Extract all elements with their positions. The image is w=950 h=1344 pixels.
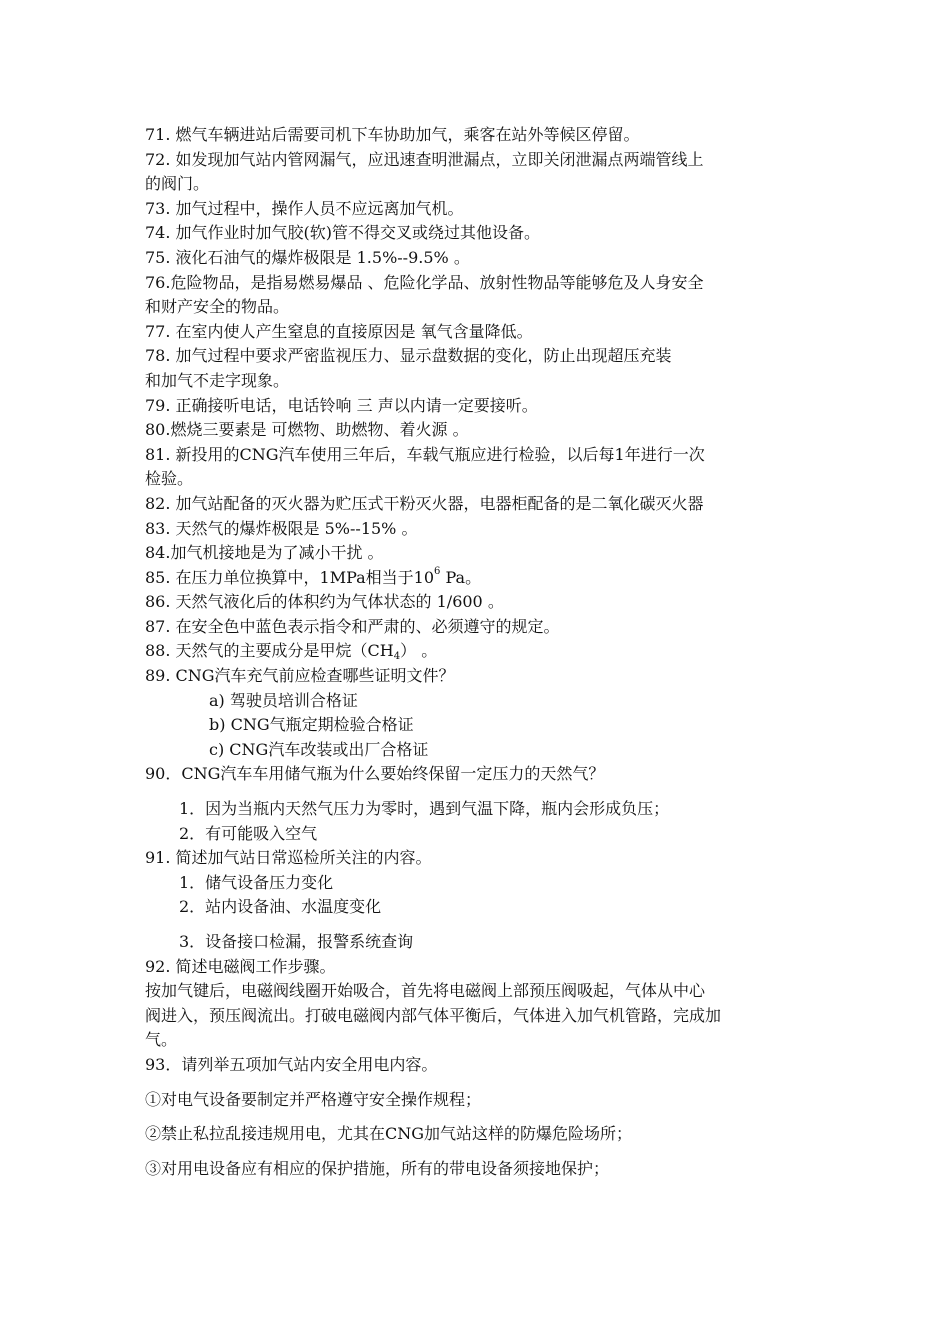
item-91-answer-3: 3．设备接口检漏，报警系统查询 [179, 932, 414, 951]
item-82: 82. 加气站配备的灭火器为贮压式干粉灭火器，电器柜配备的是二氧化碳灭火器 [145, 493, 704, 513]
item-85-text: 85. 在压力单位换算中，1MPa相当于10 [145, 567, 435, 587]
item-89-option-b: b) CNG气瓶定期检验合格证 [209, 715, 414, 735]
spacer [145, 920, 813, 930]
item-72-line-1: 72. 如发现加气站内管网漏气，应迅速查明泄漏点，立即关闭泄漏点两端管线上 [145, 149, 704, 169]
item-92-answer-line-1: 按加气键后，电磁阀线圈开始吸合，首先将电磁阀上部预压阀吸起，气体从中心 [145, 981, 706, 1001]
item-91: 91. 简述加气站日常巡检所关注的内容。 [145, 848, 432, 868]
item-89-option-c: c) CNG汽车改装或出厂合格证 [209, 739, 429, 759]
item-80: 80.燃烧三要素是 可燃物、助燃物、着火源 。 [145, 420, 469, 440]
spacer [145, 1147, 813, 1157]
item-91-answer-1: 1．储气设备压力变化 [179, 872, 334, 892]
spacer [145, 1078, 813, 1088]
item-93-answer-3: ③对用电设备应有相应的保护措施，所有的带电设备须接地保护； [145, 1158, 610, 1178]
item-78-line-2: 和加气不走字现象。 [145, 370, 290, 390]
item-74: 74. 加气作业时加气胶(软)管不得交叉或绕过其他设备。 [145, 223, 541, 243]
item-89: 89. CNG汽车充气前应检查哪些证明文件？ [145, 666, 455, 686]
item-81-line-1: 81. 新投用的CNG汽车使用三年后，车载气瓶应进行检验，以后每1年进行一次 [145, 444, 705, 464]
item-88-text: 88. 天然气的主要成分是甲烷（CH [145, 641, 394, 661]
item-77: 77. 在室内使人产生窒息的直接原因是 氧气含量降低。 [145, 321, 533, 341]
item-79: 79. 正确接听电话，电话铃响 三 声以内请一定要接听。 [145, 395, 538, 415]
item-88-subscript: 4 [393, 651, 401, 663]
item-81-line-2: 检验。 [145, 469, 194, 489]
item-85-exponent: 6 [434, 566, 441, 578]
item-89-option-a: a) 驾驶员培训合格证 [209, 690, 358, 710]
item-93-answer-1: ①对电气设备要制定并严格遵守安全操作规程； [145, 1089, 482, 1109]
item-86: 86. 天然气液化后的体积约为气体状态的 1/600 。 [145, 592, 504, 612]
item-93: 93．请列举五项加气站内安全用电内容。 [145, 1054, 438, 1074]
item-72-line-2: 的阀门。 [145, 174, 210, 194]
document-body [145, 123, 813, 1181]
item-93-answer-2: ②禁止私拉乱接违规用电，尤其在CNG加气站这样的防爆危险场所； [145, 1124, 633, 1144]
item-73: 73. 加气过程中，操作人员不应远离加气机。 [145, 198, 464, 218]
item-85-unit: Pa。 [440, 567, 482, 587]
item-71: 71. 燃气车辆进站后需要司机下车协助加气，乘客在站外等候区停留。 [145, 125, 640, 144]
item-76-line-2: 和财产安全的物品。 [145, 297, 290, 317]
item-84: 84.加气机接地是为了减小干扰 。 [145, 543, 384, 563]
spacer [145, 787, 813, 797]
spacer [145, 1112, 813, 1122]
item-78-line-1: 78. 加气过程中要求严密监视压力、显示盘数据的变化，防止出现超压充装 [145, 346, 672, 366]
item-88 [145, 639, 813, 664]
item-76-line-1: 76.危险物品，是指易燃易爆品 、危险化学品、放射性物品等能够危及人身安全 [145, 272, 704, 292]
item-92-answer-line-3: 气。 [145, 1030, 178, 1050]
item-90: 90．CNG汽车车用储气瓶为什么要始终保留一定压力的天然气？ [145, 764, 605, 784]
item-88-tail: ） 。 [400, 641, 438, 661]
item-90-answer-2: 2．有可能吸入空气 [179, 823, 318, 843]
item-92-answer-line-2: 阀进入，预压阀流出。打破电磁阀内部气体平衡后，气体进入加气机管路，完成加 [145, 1005, 722, 1025]
item-75: 75. 液化石油气的爆炸极限是 1.5%--9.5% 。 [145, 247, 470, 267]
item-85 [145, 566, 813, 591]
item-83: 83. 天然气的爆炸极限是 5%--15% 。 [145, 518, 418, 538]
item-92: 92. 简述电磁阀工作步骤。 [145, 956, 336, 976]
item-87: 87. 在安全色中蓝色表示指令和严肃的、必须遵守的规定。 [145, 616, 560, 636]
item-91-answer-2: 2．站内设备油、水温度变化 [179, 897, 382, 917]
item-90-answer-1: 1．因为当瓶内天然气压力为零时，遇到气温下降，瓶内会形成负压； [179, 799, 670, 819]
